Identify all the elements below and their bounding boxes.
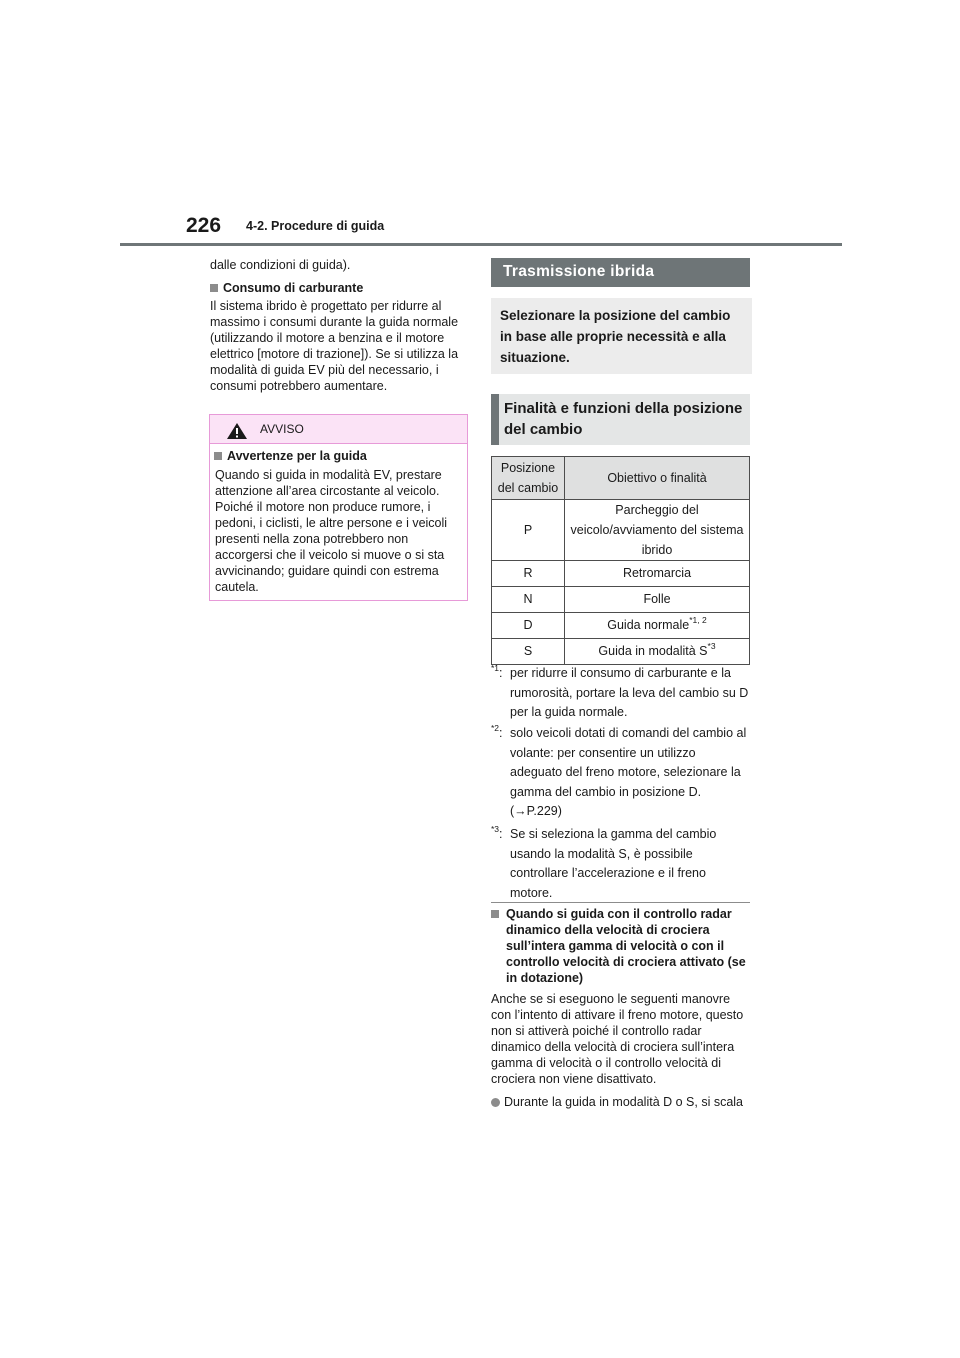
table-cell-position: S (492, 639, 565, 665)
section-divider (491, 902, 750, 903)
gear-position-table (491, 456, 750, 665)
left-intro-text: dalle condizioni di guida). (210, 258, 351, 272)
section-title: 4-2. Procedure di guida (246, 219, 385, 233)
page-number: 226 (186, 214, 222, 237)
cruise-control-heading-label: Quando si guida con il controllo radar dinamico della velocità di crociera sull’intera gamma di velocità o con il controllo velocità di crociera attivato (se in dotazione) (506, 907, 746, 985)
table-cell-position: D (492, 613, 565, 639)
round-bullet-icon (491, 1098, 500, 1107)
cruise-control-text: Anche se si eseguono le seguenti manovre con l’intento di attivare il freno motore, questo non si attiverà poiché il controllo radar dinamico della velocità di crociera sull’intera gamma di velocità o il controllo velocità di crociera non viene disattivato. (491, 992, 744, 1086)
intro-box (491, 298, 752, 374)
table-row (492, 639, 750, 665)
footnote-text: per ridurre il consumo di carburante e la rumorosità, portare la leva del cambio su D per la guida normale. (510, 666, 749, 719)
table-cell-position: N (492, 587, 565, 613)
list-item (491, 1094, 751, 1110)
warning-triangle-icon (226, 422, 248, 440)
fuel-consumption-text: Il sistema ibrido è progettato per ridurre al massimo i consumi durante la guida normale (utilizzando il motore a benzina e il motore elettrico [motore di trazione]). Se si utilizza la modalità di guida EV più del necessario, i consumi potrebbero aumentare. (210, 299, 459, 393)
footnote-mark-label: *3 (491, 824, 500, 834)
table-cell-position: R (492, 561, 565, 587)
warning-box (209, 414, 468, 601)
square-bullet-icon (214, 452, 222, 460)
table-row (492, 613, 750, 639)
section-banner (491, 258, 750, 287)
footnote (491, 824, 751, 900)
table-cell-purpose: Parcheggio del veicolo/avviamento del sistema ibrido (565, 500, 750, 561)
footnote-reference: *3 (707, 641, 716, 651)
warning-text: Quando si guida in modalità EV, prestare attenzione all’area circostante al veicolo. Poiché il motore non produce rumore, i pedoni, i ciclisti, le altre persone e i veicoli presenti nella zona potrebbero non accorgersi che il veicolo si muove o si sta avvicinando; guidare quindi con estrema cautela. (215, 468, 448, 594)
subsection-banner-bar (491, 394, 499, 445)
table-header-row (492, 457, 750, 500)
footnote-mark: $^{*2}$: (491, 723, 503, 740)
footnote (491, 664, 751, 724)
warning-heading (214, 449, 367, 463)
intro-box-text: Selezionare la posizione del cambio in base alle proprie necessità e alla situazione. (500, 308, 731, 365)
footnote (491, 724, 751, 824)
footnote-mark: $^{*1}$: (491, 663, 503, 680)
fuel-consumption-heading-label: Consumo di carburante (223, 281, 364, 295)
table-cell-purpose-text: Guida normale (607, 618, 690, 632)
subsection-banner-title: Finalità e funzioni della posizione del cambio (504, 400, 743, 438)
footnote-text: solo veicoli dotati di comandi del cambio al volante: per consentire un utilizzo adeguato del freno motore, selezionare la gamma del cambio in posizione D. (→P.229) (510, 726, 747, 818)
table-cell-purpose (565, 613, 750, 639)
table-header-position: Posizione del cambio (492, 457, 565, 500)
table-header-purpose: Obiettivo o finalità (565, 457, 750, 500)
warning-header (210, 415, 467, 444)
warning-heading-label: Avvertenze per la guida (227, 449, 367, 463)
section-banner-title: Trasmissione ibrida (503, 263, 655, 280)
list-item-text: Durante la guida in modalità D o S, si scala (504, 1095, 744, 1109)
table-cell-purpose (565, 639, 750, 665)
footnote-reference: *1, 2 (689, 615, 707, 625)
square-bullet-icon (491, 910, 499, 918)
warning-label: AVVISO (260, 422, 304, 436)
footnote-mark-label: *1 (491, 663, 500, 673)
table-row (492, 500, 750, 561)
subsection-banner (491, 394, 750, 445)
table-cell-purpose: Retromarcia (565, 561, 750, 587)
header-divider (120, 243, 842, 246)
square-bullet-icon (210, 284, 218, 292)
fuel-consumption-heading (210, 280, 470, 296)
footnote-mark: $^{*3}$: (491, 824, 503, 841)
table-row (492, 587, 750, 613)
footnote-mark-label: *2 (491, 723, 500, 733)
table-cell-purpose: Folle (565, 587, 750, 613)
table-row (492, 561, 750, 587)
footnote-text: Se si seleziona la gamma del cambio usando la modalità S, è possibile controllare l’accelerazione e il freno motore. (510, 827, 717, 900)
table-cell-purpose-text: Guida in modalità S (598, 644, 708, 658)
table-cell-position: P (492, 500, 565, 561)
